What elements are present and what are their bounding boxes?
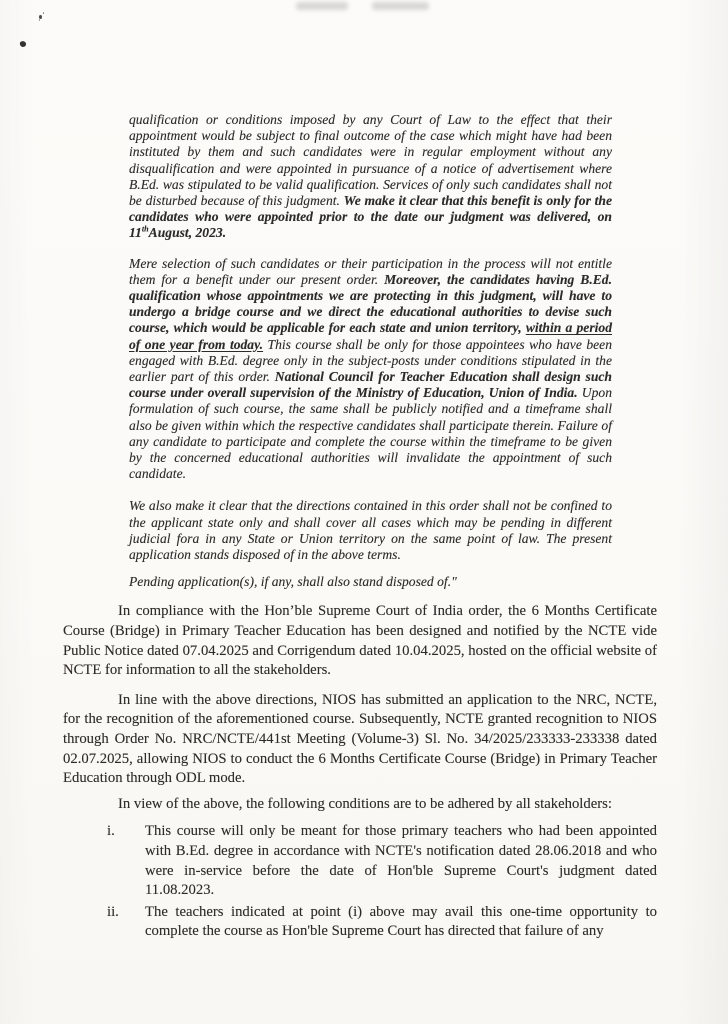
condition-item-i [63, 822, 657, 900]
condition-text: The teachers indicated at point (i) above may avail this one-time opportunity to complete the course as Hon'ble Supreme Court has directed that failure of any [145, 903, 657, 940]
condition-marker: i. [107, 823, 115, 840]
condition-marker: ii. [107, 903, 119, 920]
supreme-court-order-quote-block [129, 112, 612, 590]
condition-item-ii [63, 903, 657, 942]
quote-paragraph-4: Pending application(s), if any, shall also stand disposed of." [129, 574, 457, 590]
ink-speck [39, 15, 42, 19]
quote-paragraph-2: Mere selection of such candidates or their participation in the process will not entitle them for a benefit under our present order. Moreover, the candidates having B.Ed. qualification whose appointments we are protecting in this judgment, will have to undergo a bridge course and we direct the educational authorities to devise such course, which would be applicable for each state and union territory, within a period of one year from today. This course shall be only for those appointees who have been engaged with B.Ed. degree only in the subject-posts under conditions stipulated in the earlier part of this order. National Council for Teacher Education shall design such course under overall supervision of the Ministry of Education, Union of India. Upon formulation of such course, the same shall be publicly notified and a timeframe shall also be given within which the respective candidates shall participate therein. Failure of any candidate to participate and complete the course within the timeframe to be given by the concerned educational authorities will invalidate the appointment of such candidate. [129, 255, 613, 482]
document-content [63, 112, 657, 944]
conditions-list [63, 822, 657, 942]
quote-paragraph-3: We also make it clear that the directions contained in this order shall not be confined to the applicant state only and shall cover all cases which may be pending in different judicial fora in any State or Union territory on the same point of law. The present application stands disposed of in the above terms. [129, 498, 612, 563]
body-paragraph-conditions-intro: In view of the above, the following conditions are to be adhered by all stakeholders: [118, 795, 612, 812]
condition-text: This course will only be meant for those primary teachers who had been appointed with B.Ed. degree in accordance with NCTE's notification dated 28.06.2018 and who were in-service before the date of Hon'ble Supreme Court's judgment dated 11.08.2023. [145, 823, 657, 899]
body-paragraph-recognition: In line with the above directions, NIOS has submitted an application to the NRC, NCTE, for the recognition of the aforementioned course. Subsequently, NCTE granted recognition to NIOS through Order No. NRC/NCTE/441st Meeting (Volume-3) Sl. No. 34/2025/233333-233338 dated 02.07.2025, allowing NIOS to conduct the 6 Months Certificate Course (Bridge) in Primary Teacher Education through ODL mode. [63, 691, 657, 787]
quote-paragraph-1: qualification or conditions imposed by any Court of Law to the effect that their appointment would be subject to final outcome of the case which might have had been instituted by them and such candidates were in regular employment without any disqualification and were appointed in pursuance of a notice of advertisement where B.Ed. was stipulated to be valid qualification. Services of only such candidates shall not be disturbed because of this judgment. We make it clear that this benefit is only for the candidates who were appointed prior to the date our judgment was delivered, on 11thAugust, 2023. [129, 112, 612, 241]
ink-speck [19, 40, 27, 48]
scan-smudge [372, 2, 429, 10]
document-body [63, 602, 657, 942]
body-paragraph-compliance: In compliance with the Hon’ble Supreme Court of India order, the 6 Months Certificate Course (Bridge) in Primary Teacher Education has been designed and notified by the NCTE vide Public Notice dated 07.04.2025 and Corrigendum dated 10.04.2025, hosted on the official website of NCTE for information to all the stakeholders. [63, 603, 657, 679]
scan-smudge [296, 2, 348, 10]
